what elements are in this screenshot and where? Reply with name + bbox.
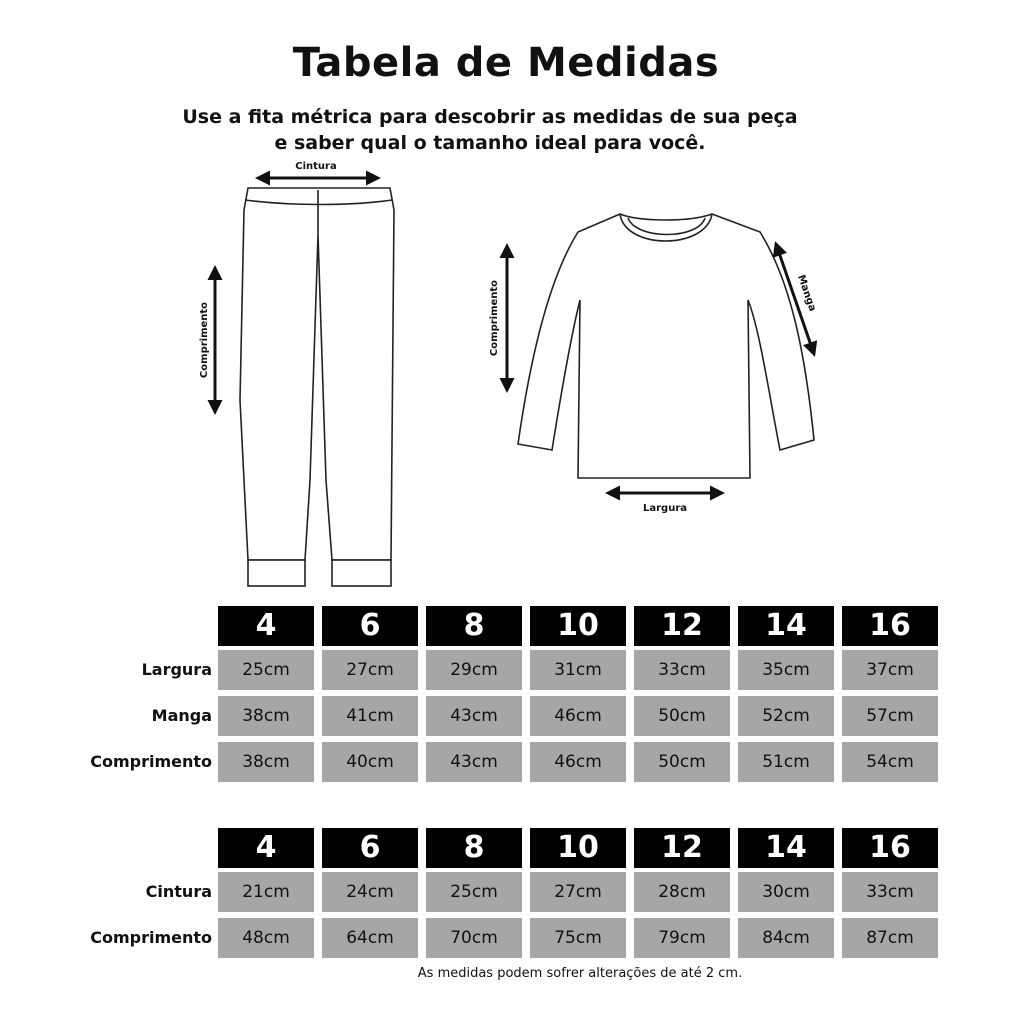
pants-drawing — [240, 188, 394, 586]
subtitle-line-1: Use a fita métrica para descobrir as medidas de sua peça — [182, 106, 798, 128]
size-header-cell: 8 — [426, 606, 522, 646]
size-header-cell: 12 — [634, 828, 730, 868]
size-header-cell: 4 — [218, 606, 314, 646]
pants-left-cuff — [248, 560, 305, 586]
size-header-cell: 16 — [842, 606, 938, 646]
measure-cell: 79cm — [634, 918, 730, 958]
row-label: Cintura — [145, 882, 212, 901]
shirt-sleeve-label: Manga — [795, 273, 818, 313]
measure-cell: 48cm — [218, 918, 314, 958]
measure-cell: 24cm — [322, 872, 418, 912]
table-row — [0, 696, 1024, 736]
measure-cell: 57cm — [842, 696, 938, 736]
measure-cell: 38cm — [218, 696, 314, 736]
shirt-size-header — [0, 606, 1024, 646]
size-header-cell: 6 — [322, 828, 418, 868]
measure-cell: 37cm — [842, 650, 938, 690]
pants-length-label: Comprimento — [199, 301, 210, 379]
page-title: Tabela de Medidas — [292, 40, 720, 86]
size-header-cell: 10 — [530, 606, 626, 646]
shirt-outline — [518, 214, 814, 478]
size-header-cell: 8 — [426, 828, 522, 868]
pants-size-header — [0, 828, 1024, 868]
table-row — [0, 650, 1024, 690]
measure-cell: 33cm — [842, 872, 938, 912]
measure-cell: 64cm — [322, 918, 418, 958]
shirt-length-label: Comprimento — [489, 279, 500, 357]
measure-cell: 54cm — [842, 742, 938, 782]
measure-cell: 46cm — [530, 742, 626, 782]
disclaimer-note: As medidas podem sofrer alterações de até 2 cm. — [417, 966, 743, 981]
measure-cell: 50cm — [634, 696, 730, 736]
subtitle-line-2: e saber qual o tamanho ideal para você. — [274, 132, 706, 154]
size-header-cell: 14 — [738, 606, 834, 646]
pants-waist-label: Cintura — [295, 161, 337, 172]
measure-cell: 38cm — [218, 742, 314, 782]
table-row — [0, 742, 1024, 782]
row-label: Manga — [151, 706, 212, 725]
size-header-cell: 14 — [738, 828, 834, 868]
size-header-cell: 10 — [530, 828, 626, 868]
row-label: Comprimento — [90, 752, 212, 771]
measure-cell: 51cm — [738, 742, 834, 782]
row-label: Comprimento — [90, 928, 212, 947]
measure-cell: 21cm — [218, 872, 314, 912]
pants-outline — [240, 188, 394, 560]
row-label: Largura — [141, 660, 212, 679]
measure-cell: 43cm — [426, 742, 522, 782]
size-header-cell: 12 — [634, 606, 730, 646]
measure-cell: 25cm — [218, 650, 314, 690]
shirt-drawing — [518, 214, 814, 478]
measure-cell: 46cm — [530, 696, 626, 736]
measure-cell: 75cm — [530, 918, 626, 958]
measure-cell: 43cm — [426, 696, 522, 736]
measure-cell: 29cm — [426, 650, 522, 690]
measure-cell: 33cm — [634, 650, 730, 690]
measure-cell: 30cm — [738, 872, 834, 912]
measure-cell: 70cm — [426, 918, 522, 958]
measure-cell: 27cm — [530, 872, 626, 912]
size-header-cell: 6 — [322, 606, 418, 646]
measure-cell: 27cm — [322, 650, 418, 690]
measure-cell: 84cm — [738, 918, 834, 958]
measure-cell: 35cm — [738, 650, 834, 690]
table-row — [0, 872, 1024, 912]
measure-cell: 41cm — [322, 696, 418, 736]
measure-cell: 50cm — [634, 742, 730, 782]
measure-cell: 40cm — [322, 742, 418, 782]
measure-cell: 31cm — [530, 650, 626, 690]
measure-cell: 25cm — [426, 872, 522, 912]
size-header-cell: 4 — [218, 828, 314, 868]
shirt-width-label: Largura — [642, 503, 688, 514]
measure-cell: 87cm — [842, 918, 938, 958]
pants-right-cuff — [332, 560, 391, 586]
table-row — [0, 918, 1024, 958]
measure-cell: 28cm — [634, 872, 730, 912]
size-header-cell: 16 — [842, 828, 938, 868]
measure-cell: 52cm — [738, 696, 834, 736]
